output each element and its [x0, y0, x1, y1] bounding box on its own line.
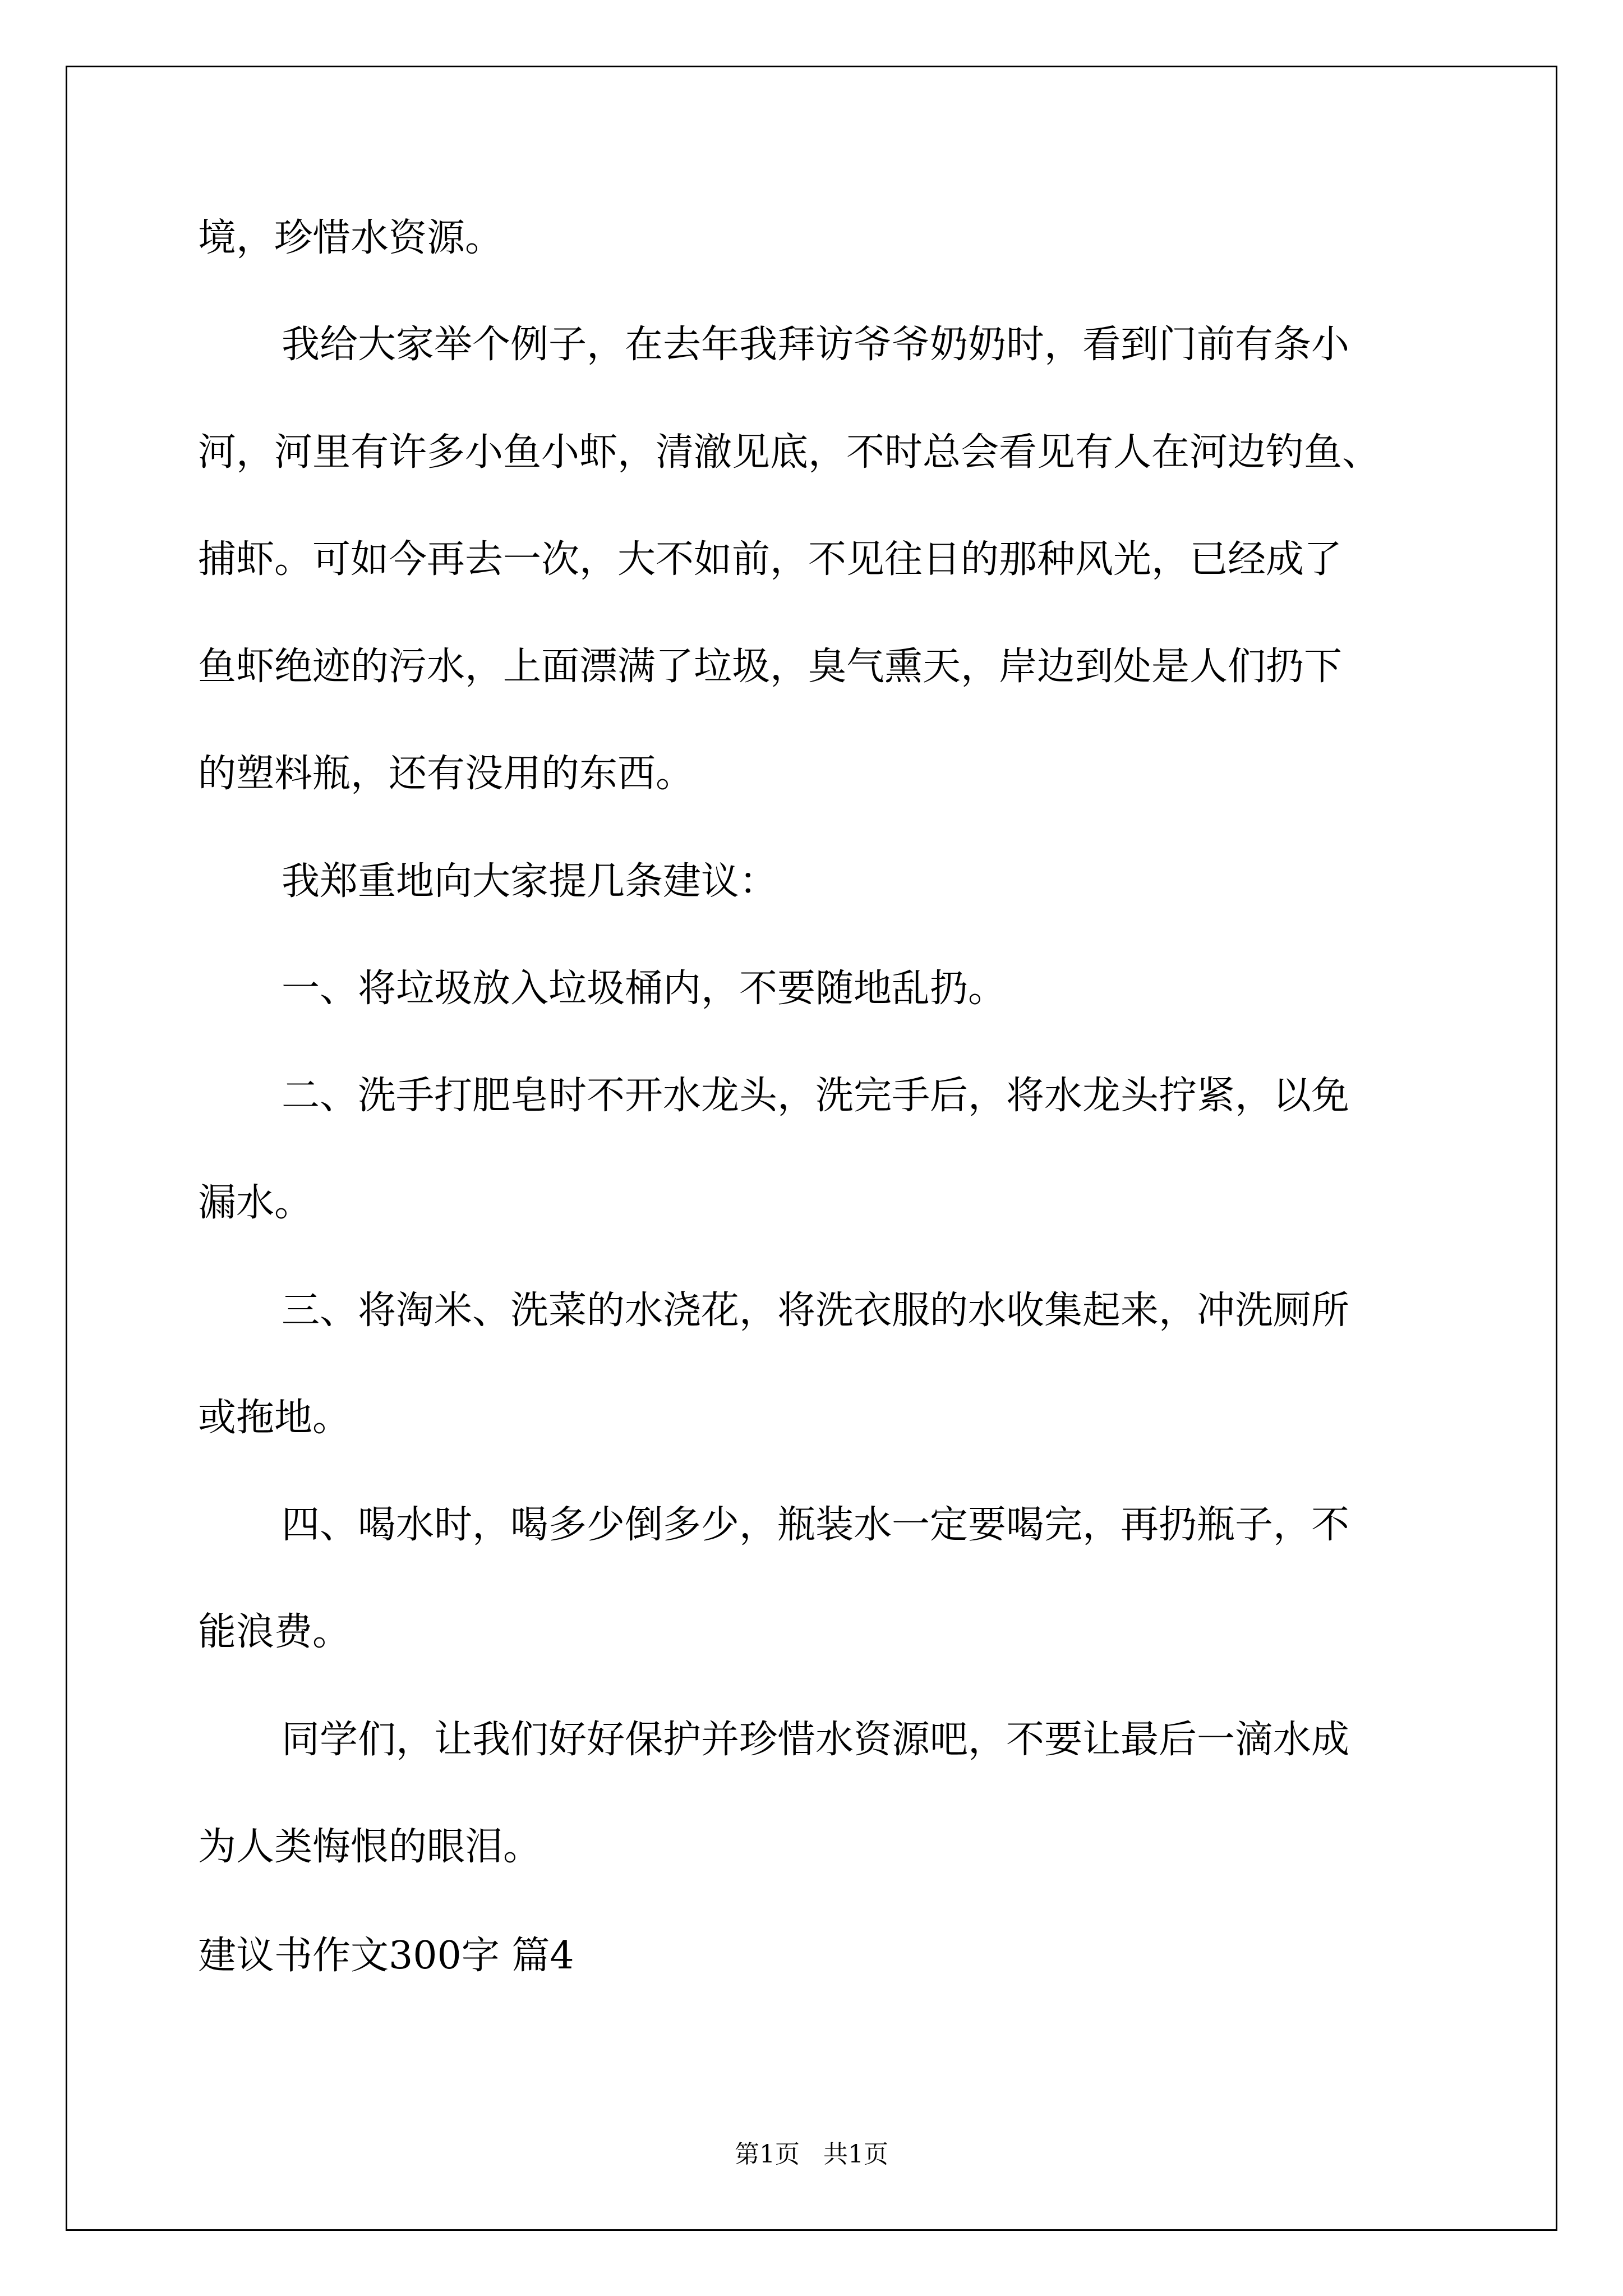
text-line: 我郑重地向大家提几条建议：	[282, 859, 778, 904]
text-line: 漏水。	[198, 1181, 313, 1225]
text-line: 为人类悔恨的眼泪。	[198, 1825, 542, 1869]
text-line: 三、将淘米、洗菜的水浇花，将洗衣服的水收集起来，冲洗厕所	[282, 1289, 1350, 1333]
text-line: 境，珍惜水资源。	[198, 216, 504, 260]
page-number-footer: 第1页 共1页	[735, 2140, 888, 2169]
text-line: 我给大家举个例子，在去年我拜访爷爷奶奶时，看到门前有条小	[282, 323, 1350, 367]
text-line: 能浪费。	[198, 1610, 351, 1654]
text-line: 四、喝水时，喝多少倒多少，瓶装水一定要喝完，再扔瓶子，不	[282, 1503, 1350, 1547]
text-line: 一、将垃圾放入垃圾桶内，不要随地乱扔。	[282, 967, 1007, 1011]
section-heading: 建议书作文300字 篇4	[198, 1934, 574, 1978]
text-line: 或拖地。	[198, 1396, 351, 1440]
page-border	[66, 66, 1557, 2231]
text-line: 的塑料瓶，还有没用的东西。	[198, 752, 694, 796]
text-line: 二、洗手打肥皂时不开水龙头，洗完手后，将水龙头拧紧，以免	[282, 1074, 1350, 1118]
text-line: 捕虾。可如今再去一次，大不如前，不见往日的那种风光，已经成了	[198, 537, 1343, 582]
text-line: 同学们，让我们好好保护并珍惜水资源吧，不要让最后一滴水成	[282, 1718, 1350, 1762]
text-line: 鱼虾绝迹的污水，上面漂满了垃圾，臭气熏天，岸边到处是人们扔下	[198, 645, 1343, 689]
text-line: 河，河里有许多小鱼小虾，清澈见底，不时总会看见有人在河边钓鱼、	[198, 430, 1381, 475]
